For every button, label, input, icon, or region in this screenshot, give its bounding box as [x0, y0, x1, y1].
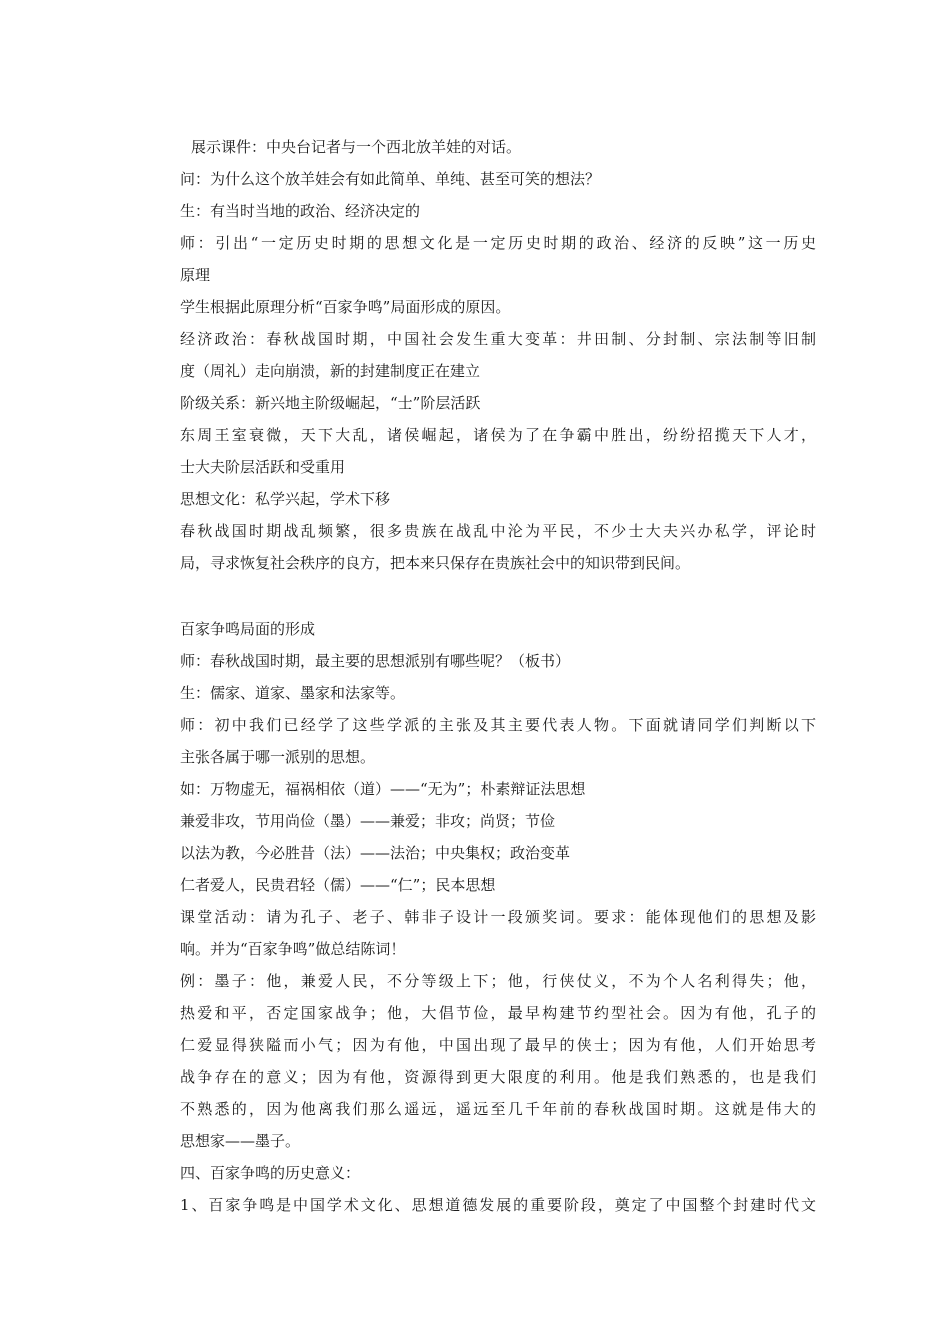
text-line-analysis-intro: 学生根据此原理分析“百家争鸣”局面形成的原因。 — [180, 298, 511, 316]
paragraph-spacer — [180, 579, 816, 613]
text-line-mozi-example-1: 例：墨子：他，兼爱人民，不分等级上下；他，行侠仗义，不为个人名利得失；他， — [180, 972, 816, 990]
text-line-thought-culture: 思想文化：私学兴起，学术下移 — [180, 490, 391, 508]
text-line-legalism: 以法为教，今必胜昔（法）——法治；中央集权；政治变革 — [180, 844, 571, 862]
text-line-economy-politics: 经济政治：春秋战国时期，中国社会发生重大变革：井田制、分封制、宗法制等旧制 — [180, 330, 816, 348]
text-line-teacher-judge: 师：初中我们已经学了这些学派的主张及其主要代表人物。下面就请同学们判断以下 — [180, 716, 816, 734]
section-heading-formation: 百家争鸣局面的形成 — [180, 620, 316, 638]
text-line-class-activity: 课堂活动：请为孔子、老子、韩非子设计一段颁奖词。要求：能体现他们的思想及影 — [180, 908, 816, 926]
text-line-daoism: 如：万物虚无，福祸相依（道）——“无为”；朴素辩证法思想 — [180, 780, 586, 798]
text-line-confucianism: 仁者爱人，民贵君轻（儒）——“仁”；民本思想 — [180, 876, 496, 894]
text-line-mozi-example-3: 仁爱显得狭隘而小气；因为有他，中国出现了最早的侠士；因为有他，人们开始思考 — [180, 1036, 816, 1054]
text-line-principle-end: 原理 — [180, 266, 211, 284]
text-line-mozi-example-6: 思想家——墨子。 — [180, 1132, 301, 1150]
text-line-mozi-example-4: 战争存在的意义；因为有他，资源得到更大限度的利用。他是我们熟悉的，也是我们 — [180, 1068, 816, 1086]
text-line-class-relations: 阶级关系：新兴地主阶级崛起，“士”阶层活跃 — [180, 394, 481, 412]
document-body — [180, 131, 816, 1221]
text-line-student-answer: 生：有当时当地的政治、经济决定的 — [180, 202, 421, 220]
text-line-teacher-principle: 师：引出“一定历史时期的思想文化是一定历史时期的政治、经济的反映”这一历史 — [180, 234, 816, 252]
text-line-scholar-class: 士大夫阶层活跃和受重用 — [180, 458, 346, 476]
text-line-class-activity-cont: 响。并为“百家争鸣”做总结陈词！ — [180, 940, 406, 958]
text-line-teacher-judge-cont: 主张各属于哪一派别的思想。 — [180, 748, 376, 766]
section-heading-significance: 四、百家争鸣的历史意义： — [180, 1164, 361, 1182]
text-line-zhou-decline: 东周王室衰微，天下大乱，诸侯崛起，诸侯为了在争霸中胜出，纷纷招揽天下人才， — [180, 426, 816, 444]
text-line-mozi-example-5: 不熟悉的，因为他离我们那么遥远，遥远至几千年前的春秋战国时期。这就是伟大的 — [180, 1100, 816, 1118]
text-line-economy-politics-cont: 度（周礼）走向崩溃，新的封建制度正在建立 — [180, 362, 481, 380]
text-line-mohism: 兼爱非攻，节用尚俭（墨）——兼爱；非攻；尚贤；节俭 — [180, 812, 556, 830]
text-line-significance-1: 1、百家争鸣是中国学术文化、思想道德发展的重要阶段，奠定了中国整个封建时代文 — [180, 1196, 816, 1214]
text-line-private-schools-cont: 局，寻求恢复社会秩序的良方，把本来只保存在贵族社会中的知识带到民间。 — [180, 554, 691, 572]
text-line-schools-list: 生：儒家、道家、墨家和法家等。 — [180, 684, 406, 702]
text-line-teacher-question: 师：春秋战国时期，最主要的思想派别有哪些呢？（板书） — [180, 652, 571, 670]
text-line-mozi-example-2: 热爱和平，否定国家战争；他，大倡节俭，最早构建节约型社会。因为有他，孔子的 — [180, 1004, 816, 1022]
text-line-private-schools: 春秋战国时期战乱频繁，很多贵族在战乱中沦为平民，不少士大夫兴办私学，评论时 — [180, 522, 816, 540]
text-line-question: 问：为什么这个放羊娃会有如此简单、单纯、甚至可笑的想法？ — [180, 170, 601, 188]
text-line-courseware: 展示课件：中央台记者与一个西北放羊娃的对话。 — [191, 138, 522, 156]
